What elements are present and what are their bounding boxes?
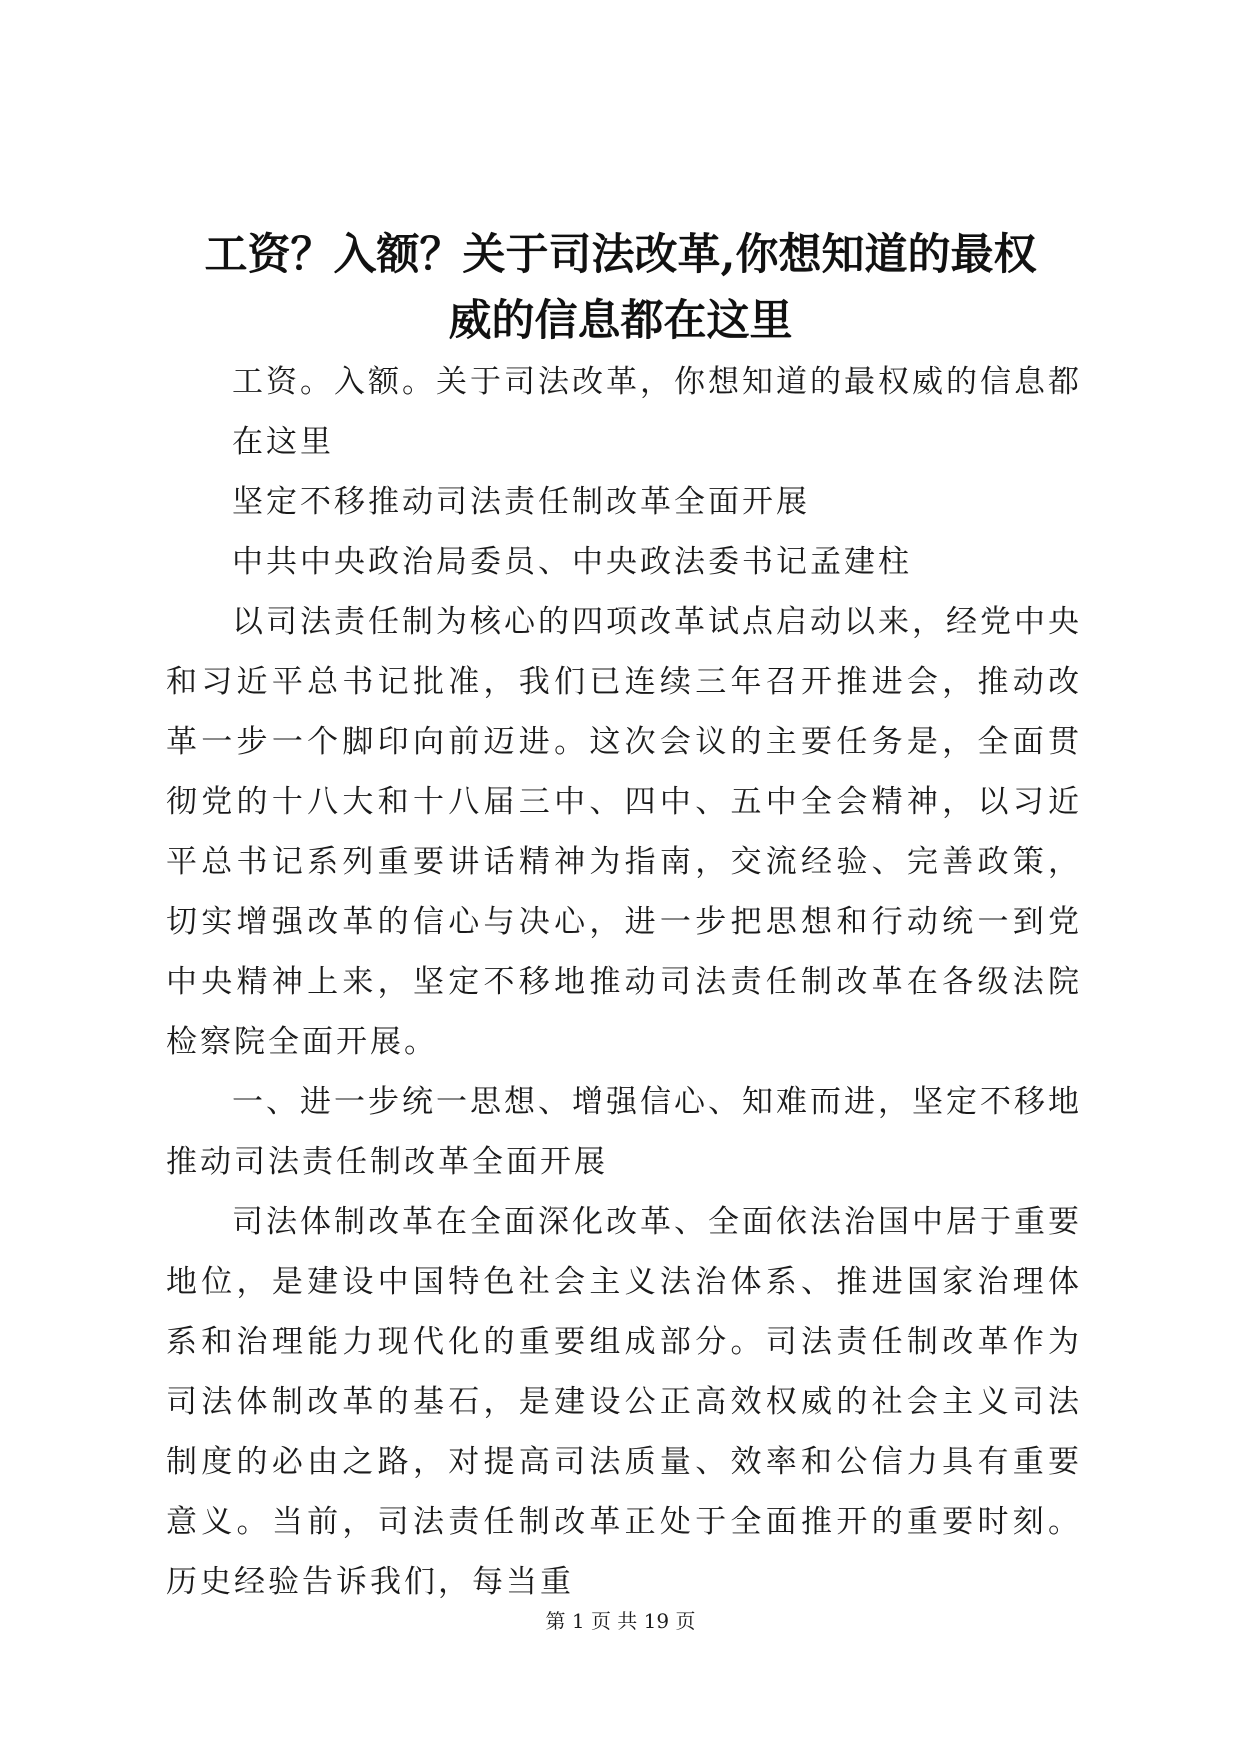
document-body (166, 352, 1082, 1612)
document-title (150, 222, 1091, 354)
page-number-footer: 第 1 页 共 19 页 (545, 1609, 696, 1633)
paragraph-intro: 以司法责任制为核心的四项改革试点启动以来，经党中央和习近平总书记批准，我们已连续三年召开推进会，推动改革一步一个脚印向前迈进。这次会议的主要任务是，全面贯彻党的十八大和十八届三中、四中、五中全会精神，以习近平总书记系列重要讲话精神为指南，交流经验、完善政策，切实增强改革的信心与决心，进一步把思想和行动统一到党中央精神上来，坚定不移地推动司法责任制改革在各级法院检察院全面开展。 (166, 604, 1082, 1060)
title-line-1: 工资？入额？关于司法改革,你想知道的最权 (204, 230, 1037, 280)
paragraph-author: 中共中央政治局委员、中央政法委书记孟建柱 (232, 544, 912, 580)
section-heading-1: 一、进一步统一思想、增强信心、知难而进，坚定不移地推动司法责任制改革全面开展 (166, 1084, 1082, 1180)
title-line-2: 威的信息都在这里 (448, 296, 793, 346)
paragraph-heading: 坚定不移推动司法责任制改革全面开展 (232, 484, 810, 520)
paragraph-body: 司法体制改革在全面深化改革、全面依法治国中居于重要地位，是建设中国特色社会主义法治体系、推进国家治理体系和治理能力现代化的重要组成部分。司法责任制改革作为司法体制改革的基石，是建设公正高效权威的社会主义司法制度的必由之路，对提高司法质量、效率和公信力具有重要意义。当前，司法责任制改革正处于全面推开的重要时刻。历史经验告诉我们，每当重 (166, 1204, 1082, 1600)
paragraph-subtitle: 工资。入额。关于司法改革，你想知道的最权威的信息都在这里 (232, 364, 1082, 460)
